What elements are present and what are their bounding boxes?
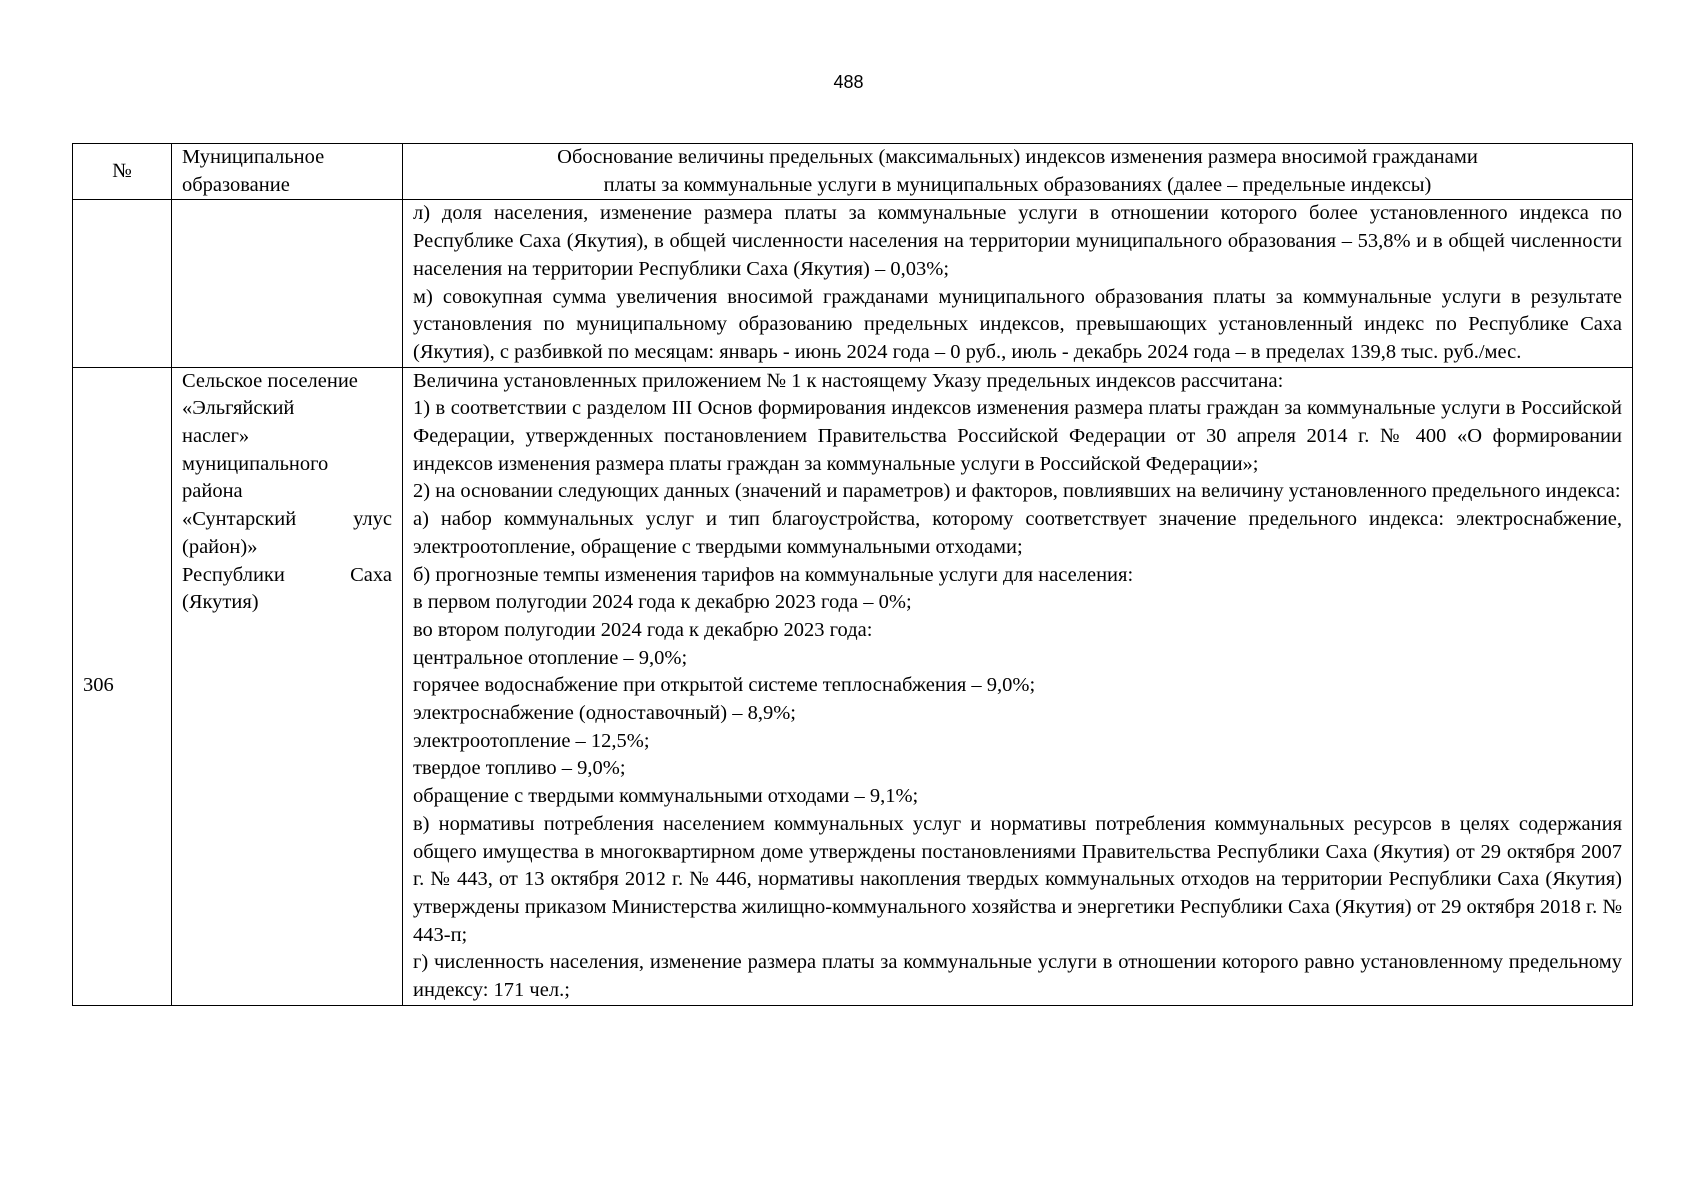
justification-paragraph: центральное отопление – 9,0%; (413, 646, 688, 669)
municipality-line: муниципального (182, 452, 329, 475)
header-municipality (172, 144, 403, 200)
municipality-line: «Эльгяйский (182, 397, 295, 420)
justification-paragraph: твердое топливо – 9,0%; (413, 757, 626, 780)
municipality-line: Республики Саха (182, 563, 392, 586)
indices-table (72, 143, 1633, 1006)
justification-paragraph: л) доля населения, изменение размера платы за коммунальные услуги в отношении которого более установленного индекса по Республике Саха (Якутия), в общей численности населения на территории муниципального образования – 53,8% и в общей численности населения на территории Республики Саха (Якутия) – 0,03%; (413, 202, 1622, 280)
justification-paragraph: 2) на основании следующих данных (значений и параметров) и факторов, повлиявших на величину установленного предельного индекса: (413, 480, 1621, 503)
table-header-row (73, 144, 1633, 200)
justification-paragraph: г) численность населения, изменение размера платы за коммунальные услуги в отношении которого равно установленному предельному индексу: 171 чел.; (413, 951, 1622, 1002)
header-justification-line: Обоснование величины предельных (максимальных) индексов изменения размера вносимой гражданами (557, 146, 1478, 168)
row-number-cell (73, 200, 172, 367)
municipality-cell (172, 367, 403, 1005)
row-number-cell: 306 (73, 367, 172, 1005)
header-justification (403, 144, 1633, 200)
municipality-cell (172, 200, 403, 367)
justification-paragraph: во втором полугодии 2024 года к декабрю 2023 года: (413, 618, 873, 641)
header-justification-line: платы за коммунальные услуги в муниципальных образованиях (далее – предельные индексы) (603, 173, 1432, 196)
municipality-line: района (182, 480, 243, 503)
header-municipality-line: образование (182, 173, 290, 196)
justification-paragraph: а) набор коммунальных услуг и тип благоустройства, которому соответствует значение предельного индекса: электроснабжение, электроотопление, обращение с твердыми коммунальными отходами; (413, 508, 1622, 558)
justification-paragraph: б) прогнозные темпы изменения тарифов на коммунальные услуги для населения: (413, 563, 1134, 586)
municipality-line: Сельское поселение (182, 369, 358, 392)
municipality-line: наслег» (182, 425, 250, 448)
municipality-line: (район)» (182, 535, 258, 558)
justification-paragraph: горячее водоснабжение при открытой системе теплоснабжения – 9,0%; (413, 674, 1036, 697)
justification-paragraph: м) совокупная сумма увеличения вносимой гражданами муниципального образования платы за коммунальные услуги в результате установления по муниципальному образованию предельных индексов, превышающих установленный индекс по Республике Саха (Якутия), с разбивкой по месяцам: январь - июнь 2024 года – 0 руб., июль - декабрь 2024 года – в пределах 139,8 тыс. руб./мес. (413, 285, 1622, 363)
justification-paragraph: электроснабжение (одноставочный) – 8,9%; (413, 702, 796, 725)
table-row (73, 367, 1633, 1005)
justification-paragraph: в первом полугодии 2024 года к декабрю 2023 года – 0%; (413, 591, 912, 614)
justification-paragraph: Величина установленных приложением № 1 к настоящему Указу предельных индексов рассчитана: (413, 369, 1284, 392)
justification-paragraph: электроотопление – 12,5%; (413, 729, 650, 752)
justification-cell (403, 200, 1633, 367)
table-row (73, 200, 1633, 367)
municipality-line: «Сунтарский улус (182, 508, 392, 531)
justification-paragraph: 1) в соответствии с разделом III Основ формирования индексов изменения размера платы граждан за коммунальные услуги в Российской Федерации, утвержденных постановлением Правительства Российской Федерации от 30 апреля 2014 г. № 400 «О формировании индексов изменения размера платы граждан за коммунальные услуги в Российской Федерации»; (413, 397, 1622, 475)
header-municipality-line: Муниципальное (182, 146, 325, 168)
header-number: № (73, 144, 172, 200)
municipality-line: (Якутия) (182, 591, 259, 614)
justification-paragraph: обращение с твердыми коммунальными отходами – 9,1%; (413, 785, 919, 808)
justification-paragraph: в) нормативы потребления населением коммунальных услуг и нормативы потребления коммунальных ресурсов в целях содержания общего имущества в многоквартирном доме утверждены постановлениями Правительства Республики Саха (Якутия) от 29 октября 2007 г. № 443, от 13 октября 2012 г. № 446, нормативы накопления твердых коммунальных отходов на территории Республики Саха (Якутия) утверждены приказом Министерства жилищно-коммунального хозяйства и энергетики Республики Саха (Якутия) от 29 октября 2018 г. № 443-п; (413, 812, 1622, 946)
page-number: 488 (833, 72, 864, 92)
justification-cell (403, 367, 1633, 1005)
